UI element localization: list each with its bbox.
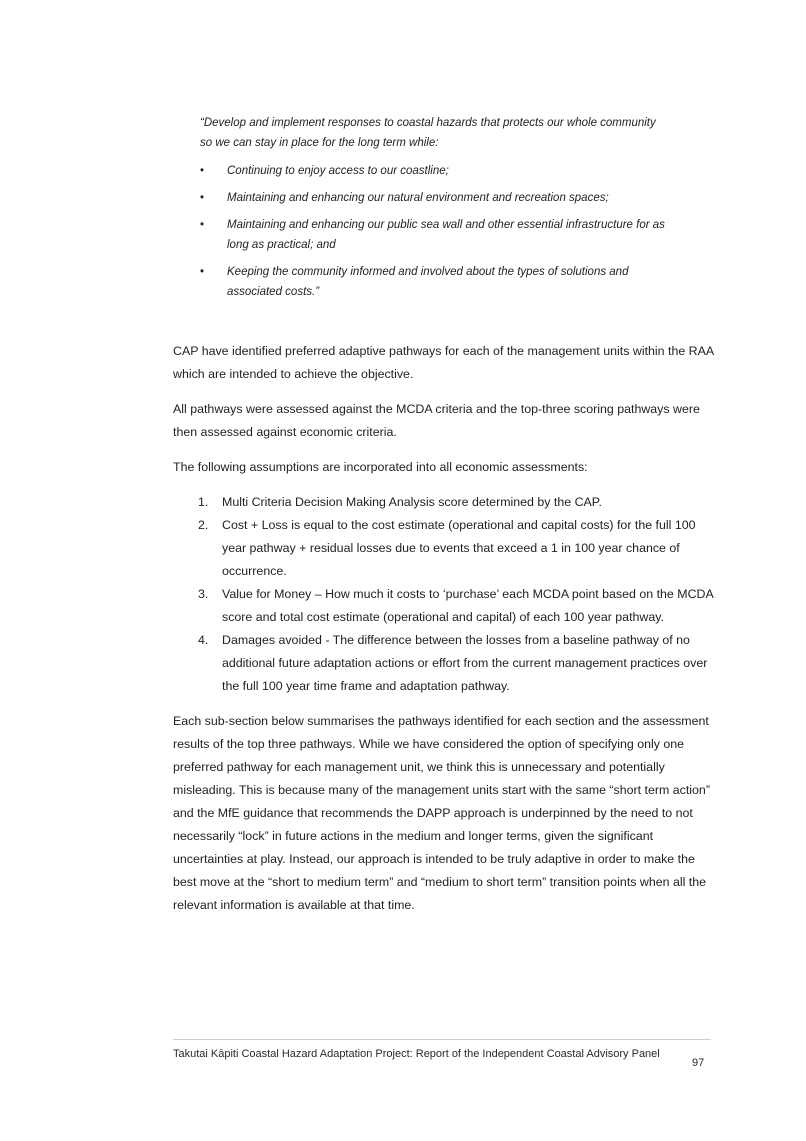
- list-number: 3.: [198, 587, 209, 601]
- quote-bullet-item: [200, 161, 670, 181]
- quote-bullet-text: Maintaining and enhancing our public sea wall and other essential infrastructure for as long as practical; and: [227, 219, 665, 251]
- quote-bullet-item: [200, 262, 670, 302]
- list-number: 1.: [198, 495, 209, 509]
- quote-bullet-list: [200, 161, 670, 302]
- paragraph-assumptions-intro: The following assumptions are incorporated into all economic assessments:: [173, 460, 588, 474]
- assumption-text: Multi Criteria Decision Making Analysis score determined by the CAP.: [222, 495, 602, 509]
- objective-quote: [200, 113, 670, 309]
- body-text: [173, 340, 718, 929]
- bullet-icon: •: [200, 192, 205, 204]
- assumptions-list: [173, 491, 718, 698]
- assumption-text: Damages avoided - The difference between the losses from a baseline pathway of no additional future adaptation actions or effort from the current management practices over the full 100 year time frame and adaptation pathway.: [222, 633, 708, 693]
- page-number: 97: [692, 1057, 705, 1069]
- paragraph-subsections: Each sub-section below summarises the pathways identified for each section and the assessment results of the top three pathways. While we have considered the option of specifying only one preferred pathway for each management unit, we think this is unnecessary and potentially misleading. This is because many of the management units start with the same “short term action” and the MfE guidance that recommends the DAPP approach is underpinned by the need to not necessarily “lock” in future actions in the medium and longer terms, given the significant uncertainties at play. Instead, our approach is intended to be truly adaptive in order to make the best move at the “short to medium term” and “medium to short term” transition points when all the relevant information is available at that time.: [173, 714, 710, 912]
- quote-bullet-text: Keeping the community informed and involved about the types of solutions and associated costs.”: [227, 266, 629, 298]
- bullet-icon: •: [200, 266, 205, 278]
- paragraph-assessment: All pathways were assessed against the MCDA criteria and the top-three scoring pathways were then assessed against economic criteria.: [173, 402, 700, 439]
- paragraph-pathways: CAP have identified preferred adaptive pathways for each of the management units within the RAA which are intended to achieve the objective.: [173, 344, 714, 381]
- bullet-icon: •: [200, 219, 205, 231]
- list-number: 2.: [198, 518, 209, 532]
- list-number: 4.: [198, 633, 209, 647]
- quote-intro: “Develop and implement responses to coastal hazards that protects our whole community so we can stay in place for the long term while:: [200, 117, 656, 149]
- footer-divider: [173, 1039, 711, 1040]
- footer-title: Takutai Kāpiti Coastal Hazard Adaptation Project: Report of the Independent Coastal Advisory Panel: [173, 1048, 660, 1060]
- quote-bullet-item: [200, 215, 670, 255]
- assumption-text: Cost + Loss is equal to the cost estimate (operational and capital costs) for the full 100 year pathway + residual losses due to events that exceed a 1 in 100 year chance of occurrence.: [222, 518, 696, 578]
- assumption-text: Value for Money – How much it costs to ‘purchase’ each MCDA point based on the MCDA score and total cost estimate (operational and capital) of each 100 year pathway.: [222, 587, 714, 624]
- quote-bullet-text: Continuing to enjoy access to our coastline;: [227, 165, 449, 177]
- assumption-item: [173, 629, 718, 698]
- assumption-item: [173, 514, 718, 583]
- assumption-item: [173, 491, 718, 514]
- bullet-icon: •: [200, 165, 205, 177]
- assumption-item: [173, 583, 718, 629]
- quote-bullet-item: [200, 188, 670, 208]
- quote-bullet-text: Maintaining and enhancing our natural environment and recreation spaces;: [227, 192, 609, 204]
